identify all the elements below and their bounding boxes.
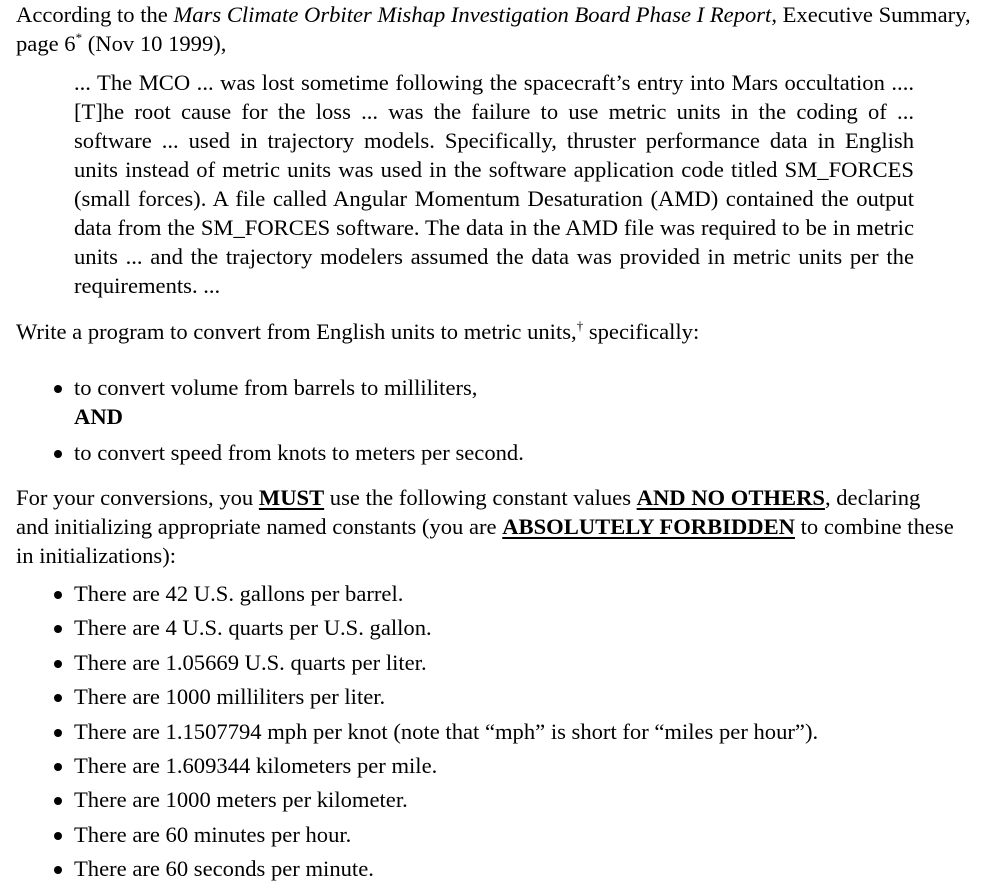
list-item: There are 60 seconds per minute. (16, 854, 976, 888)
report-quote: ... The MCO ... was lost sometime following the spacecraft’s entry into Mars occultation .... [T]he root cause for the loss ... was the failure to use metric units in the coding of ... software ... used in trajectory models. Specifically, thruster performance data in English units instead of metric units was used in the software application code titled SM_FORCES (small forces). A file called Angular Momentum Desaturation (AMD) contained the output data from the SM_FORCES software. The data in the AMD file was required to be in metric units ... and the trajectory modelers assumed the data was provided in metric units per the requirements. ... (74, 70, 914, 298)
task-statement (16, 317, 976, 346)
and-no-others-emphasis: AND NO OTHERS (636, 485, 825, 510)
intro-date: (Nov 10 1999), (82, 31, 227, 56)
conversion-item-volume: to convert volume from barrels to milliliters, (74, 375, 478, 400)
list-item (16, 438, 976, 467)
intro-paragraph (16, 0, 976, 58)
requirement-text-4: to combine these in initializations): (16, 514, 954, 568)
list-item: There are 1000 milliliters per liter. (16, 682, 976, 716)
list-item: There are 1.609344 kilometers per mile. (16, 751, 976, 785)
list-item: There are 1.1507794 mph per knot (note that “mph” is short for “miles per hour”). (16, 717, 976, 751)
task-text-before: Write a program to convert from English units to metric units, (16, 319, 577, 344)
dagger-footnote-mark: † (576, 318, 584, 333)
list-item: There are 42 U.S. gallons per barrel. (16, 579, 976, 613)
intro-lead: According to the (16, 2, 174, 27)
requirement-text-3: , declaring and initializing appropriate named constants (you are (16, 485, 921, 539)
requirement-text-2: use the following constant values (324, 485, 637, 510)
list-item: There are 4 U.S. quarts per U.S. gallon. (16, 613, 976, 647)
forbidden-emphasis: ABSOLUTELY FORBIDDEN (502, 514, 795, 539)
asterisk-footnote-mark: * (75, 30, 83, 45)
requirement-paragraph (16, 483, 956, 570)
conversion-item-speed: to convert speed from knots to meters per second. (74, 440, 524, 465)
intro-rest: , Executive Summary, page 6 (16, 2, 971, 56)
list-item: There are 1.05669 U.S. quarts per liter. (16, 648, 976, 682)
constants-list (16, 579, 976, 889)
task-text-after: specifically: (583, 319, 700, 344)
report-title: Mars Climate Orbiter Mishap Investigation Board Phase I Report (173, 2, 772, 27)
requirement-text-1: For your conversions, you (16, 485, 259, 510)
conversion-list (16, 373, 976, 467)
and-label: AND (74, 404, 123, 429)
must-emphasis: MUST (258, 485, 325, 510)
list-item: There are 1000 meters per kilometer. (16, 785, 976, 819)
list-item: There are 60 minutes per hour. (16, 820, 976, 854)
list-item (16, 373, 976, 431)
